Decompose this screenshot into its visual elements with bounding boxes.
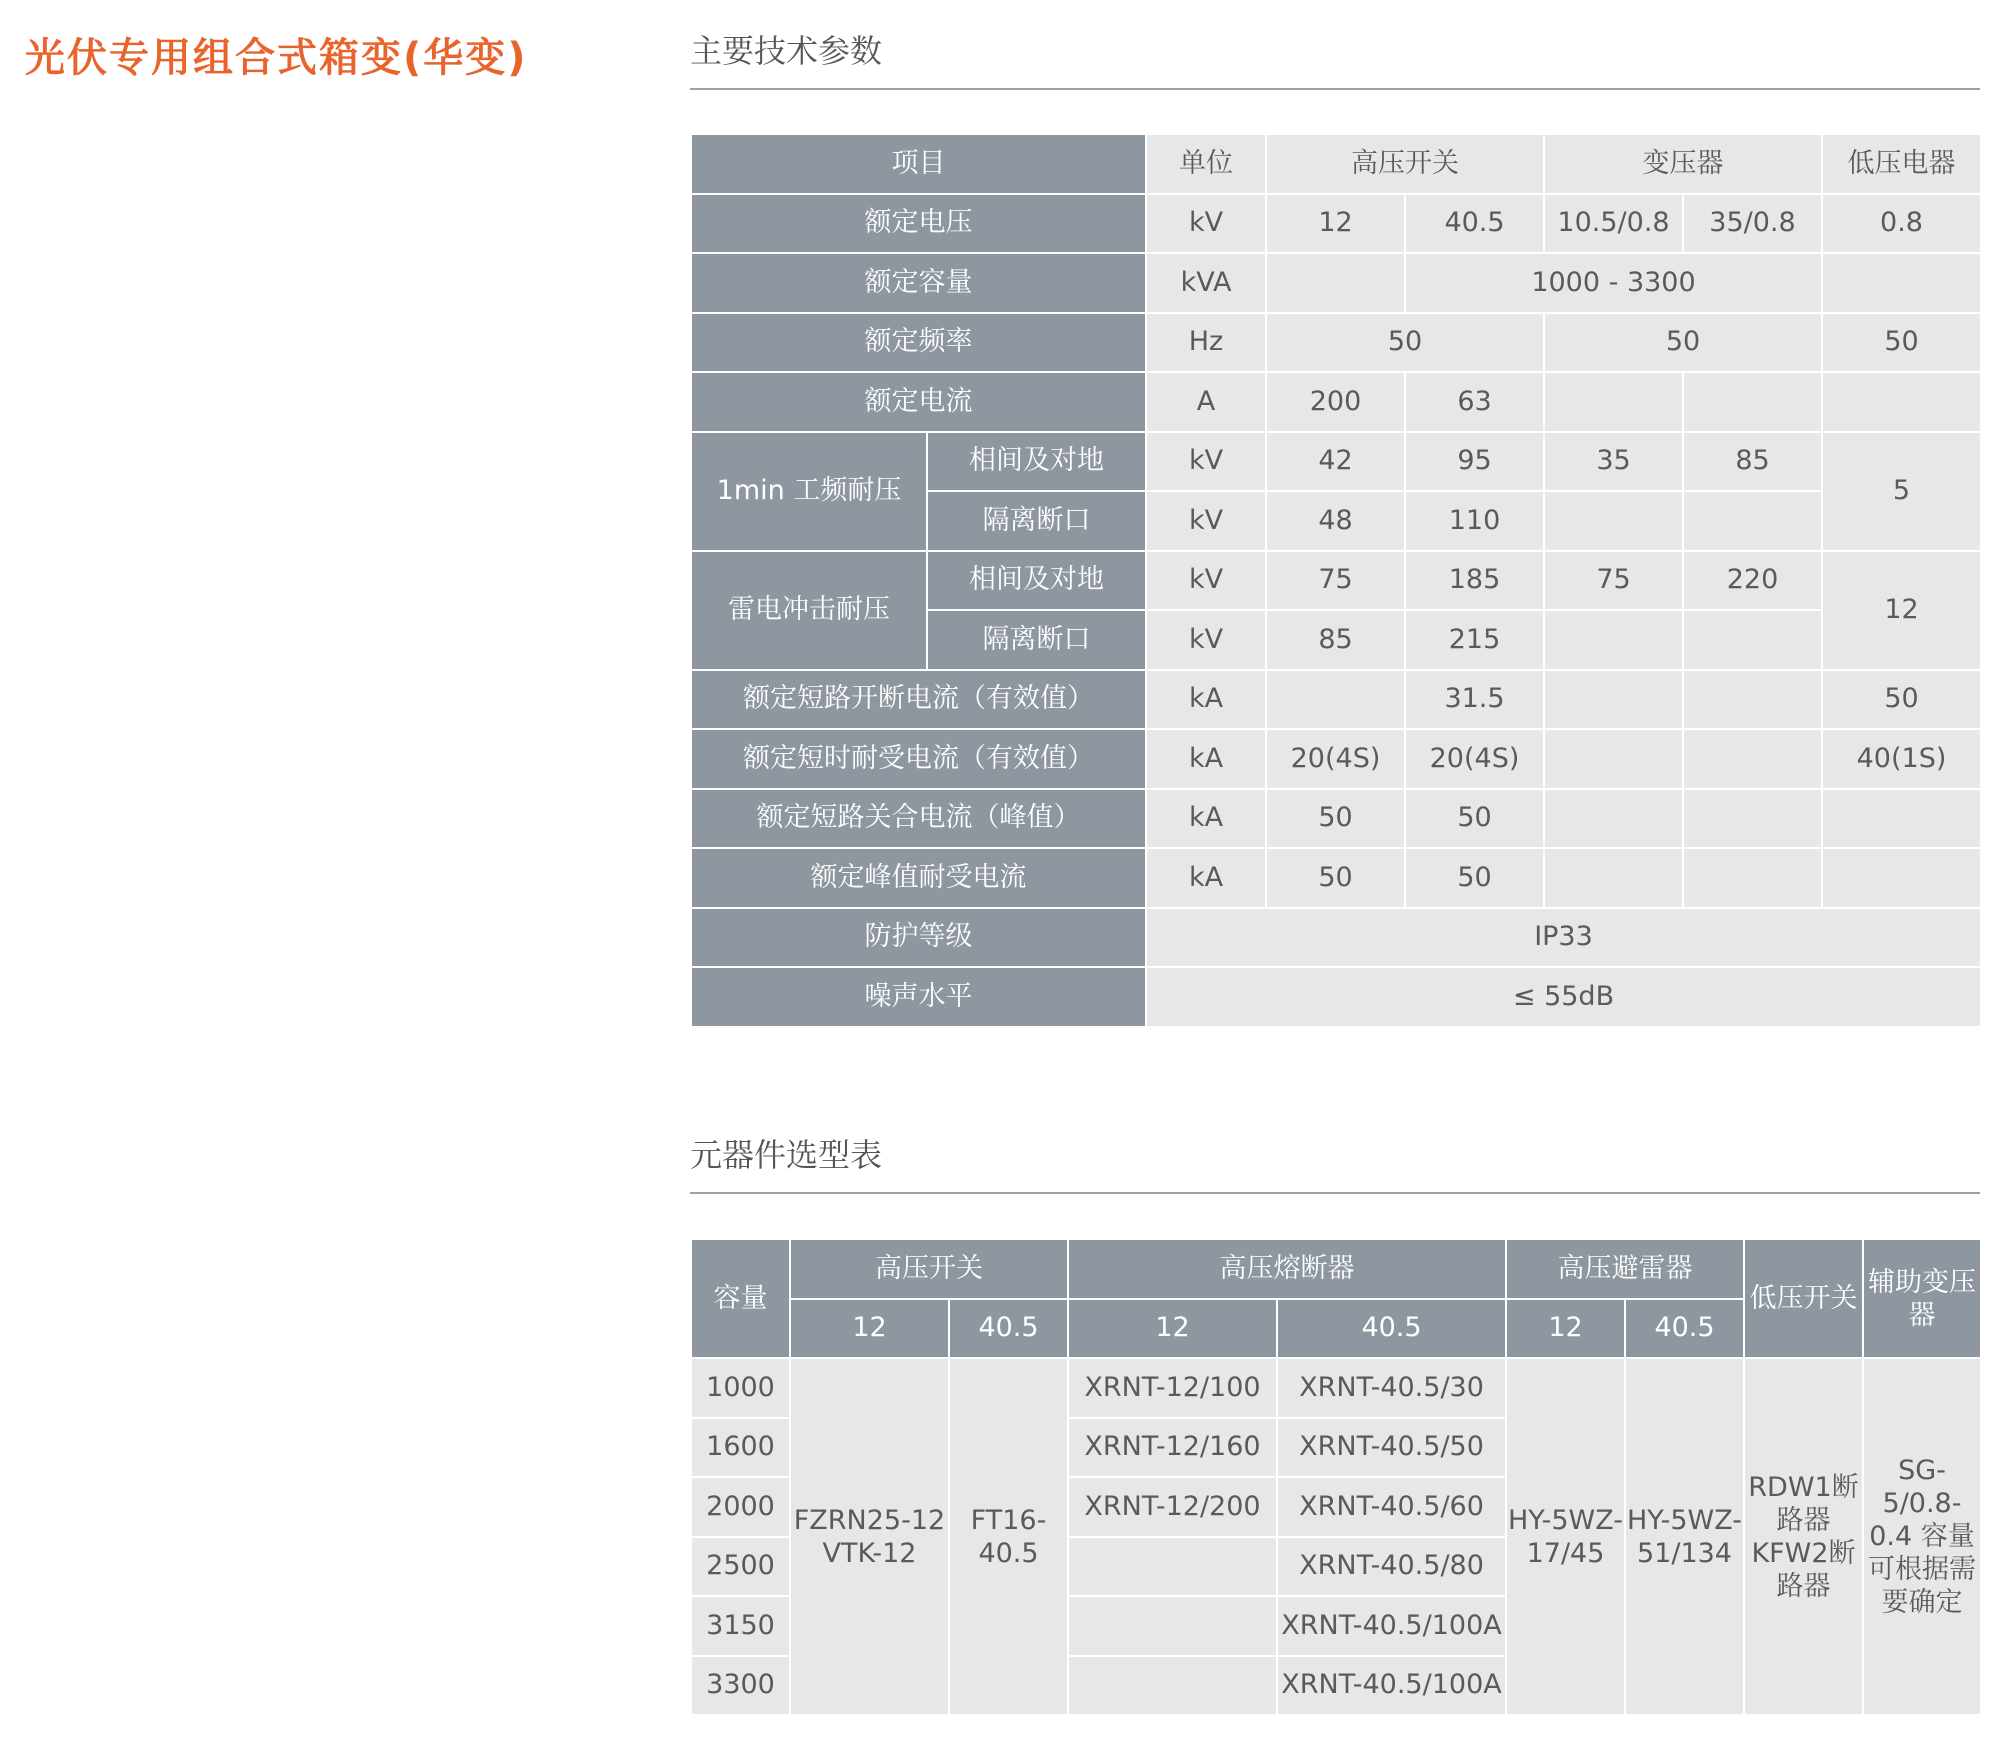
value-cell: 50 (1266, 848, 1405, 908)
fuse-12-cell (1068, 1537, 1277, 1597)
sub-row-label: 隔离断口 (927, 610, 1146, 670)
unit-cell: kV (1146, 194, 1266, 254)
table-row (691, 789, 1981, 849)
fuse-12-cell: XRNT-12/160 (1068, 1418, 1277, 1478)
section-divider (690, 1192, 1980, 1194)
value-cell: 20(4S) (1266, 729, 1405, 789)
table-row (691, 551, 1981, 611)
row-label: 额定短路开断电流（有效值） (691, 670, 1146, 730)
value-cell (1683, 610, 1822, 670)
fuse-40-cell: XRNT-40.5/60 (1277, 1477, 1506, 1537)
value-cell: 50 (1266, 789, 1405, 849)
value-cell: 12 (1266, 194, 1405, 254)
header-hv-switch: 高压开关 (1266, 134, 1544, 194)
value-cell: 40(1S) (1822, 729, 1981, 789)
fuse-12-cell: XRNT-12/100 (1068, 1358, 1277, 1418)
table-row (691, 372, 1981, 432)
value-cell (1544, 848, 1683, 908)
unit-cell: A (1146, 372, 1266, 432)
unit-cell: kV (1146, 610, 1266, 670)
value-cell: 50 (1822, 313, 1981, 373)
value-cell: 35/0.8 (1683, 194, 1822, 254)
value-cell (1822, 789, 1981, 849)
fuse-12-cell (1068, 1656, 1277, 1716)
value-cell (1544, 670, 1683, 730)
subheader-40-5: 40.5 (1277, 1299, 1506, 1359)
table-row (691, 432, 1981, 492)
table-row (691, 729, 1981, 789)
value-cell: 110 (1405, 491, 1544, 551)
value-cell: 5 (1822, 432, 1981, 551)
value-cell: 31.5 (1405, 670, 1544, 730)
row-label: 额定电流 (691, 372, 1146, 432)
table-row (691, 908, 1981, 968)
header-hv-switch: 高压开关 (790, 1239, 1068, 1299)
technical-parameters-table (690, 133, 1982, 1028)
table-row (691, 670, 1981, 730)
header-hv-fuse: 高压熔断器 (1068, 1239, 1506, 1299)
component-selection-table (690, 1238, 1982, 1716)
value-cell (1544, 491, 1683, 551)
arrester-12-cell: HY-5WZ-17/45 (1506, 1358, 1625, 1715)
value-cell (1544, 372, 1683, 432)
table-row (691, 848, 1981, 908)
value-cell (1683, 372, 1822, 432)
table-row (691, 1358, 1981, 1418)
value-cell: 185 (1405, 551, 1544, 611)
value-cell: 95 (1405, 432, 1544, 492)
sub-row-label: 相间及对地 (927, 551, 1146, 611)
value-cell (1683, 670, 1822, 730)
value-cell (1266, 253, 1405, 313)
section-title-technical-parameters: 主要技术参数 (690, 32, 883, 70)
unit-cell: kV (1146, 551, 1266, 611)
row-label: 额定峰值耐受电流 (691, 848, 1146, 908)
value-cell: IP33 (1146, 908, 1981, 968)
value-cell: 220 (1683, 551, 1822, 611)
value-cell: 50 (1405, 848, 1544, 908)
value-cell (1683, 848, 1822, 908)
hv-switch-40-cell: FT16-40.5 (949, 1358, 1068, 1715)
sub-row-label: 相间及对地 (927, 432, 1146, 492)
capacity-cell: 1600 (691, 1418, 790, 1478)
header-unit: 单位 (1146, 134, 1266, 194)
aux-transformer-cell: SG-5/0.8-0.4 容量可根据需要确定 (1863, 1358, 1981, 1715)
unit-cell: kV (1146, 491, 1266, 551)
value-cell: 10.5/0.8 (1544, 194, 1683, 254)
value-cell: 50 (1544, 313, 1822, 373)
table-row (691, 967, 1981, 1027)
hv-switch-12-cell: FZRN25-12 VTK-12 (790, 1358, 949, 1715)
unit-cell: Hz (1146, 313, 1266, 373)
table-row (691, 313, 1981, 373)
subheader-12: 12 (790, 1299, 949, 1359)
subheader-40-5: 40.5 (1625, 1299, 1744, 1359)
value-cell (1266, 670, 1405, 730)
capacity-cell: 2500 (691, 1537, 790, 1597)
row-label: 额定短路关合电流（峰值） (691, 789, 1146, 849)
capacity-cell: 2000 (691, 1477, 790, 1537)
value-cell (1822, 372, 1981, 432)
unit-cell: kA (1146, 848, 1266, 908)
header-transformer: 变压器 (1544, 134, 1822, 194)
fuse-40-cell: XRNT-40.5/80 (1277, 1537, 1506, 1597)
fuse-40-cell: XRNT-40.5/100A (1277, 1656, 1506, 1716)
section-divider (690, 88, 1980, 90)
value-cell: 12 (1822, 551, 1981, 670)
value-cell: 50 (1266, 313, 1544, 373)
value-cell (1544, 610, 1683, 670)
header-hv-arrester: 高压避雷器 (1506, 1239, 1744, 1299)
lv-switch-cell: RDW1断路器 KFW2断路器 (1744, 1358, 1863, 1715)
page-title: 光伏专用组合式箱变(华变) (25, 35, 528, 81)
value-cell: 42 (1266, 432, 1405, 492)
header-item: 项目 (691, 134, 1146, 194)
header-capacity: 容量 (691, 1239, 790, 1358)
row-label: 额定电压 (691, 194, 1146, 254)
sub-row-label: 隔离断口 (927, 491, 1146, 551)
row-label: 1min 工频耐压 (691, 432, 927, 551)
value-cell: 85 (1683, 432, 1822, 492)
row-label: 额定容量 (691, 253, 1146, 313)
row-label: 噪声水平 (691, 967, 1146, 1027)
row-label: 额定短时耐受电流（有效值） (691, 729, 1146, 789)
table-row (691, 253, 1981, 313)
value-cell: 85 (1266, 610, 1405, 670)
table-header-row (691, 134, 1981, 194)
value-cell: 75 (1266, 551, 1405, 611)
value-cell: 48 (1266, 491, 1405, 551)
unit-cell: kA (1146, 729, 1266, 789)
fuse-40-cell: XRNT-40.5/30 (1277, 1358, 1506, 1418)
unit-cell: kA (1146, 670, 1266, 730)
value-cell (1683, 789, 1822, 849)
arrester-40-cell: HY-5WZ-51/134 (1625, 1358, 1744, 1715)
value-cell: 0.8 (1822, 194, 1981, 254)
fuse-12-cell (1068, 1596, 1277, 1656)
row-label: 防护等级 (691, 908, 1146, 968)
fuse-12-cell: XRNT-12/200 (1068, 1477, 1277, 1537)
value-cell: 40.5 (1405, 194, 1544, 254)
capacity-cell: 3300 (691, 1656, 790, 1716)
value-cell (1822, 253, 1981, 313)
header-lv-apparatus: 低压电器 (1822, 134, 1981, 194)
subheader-40-5: 40.5 (949, 1299, 1068, 1359)
row-label: 额定频率 (691, 313, 1146, 373)
value-cell: 1000 - 3300 (1405, 253, 1822, 313)
row-label: 雷电冲击耐压 (691, 551, 927, 670)
fuse-40-cell: XRNT-40.5/100A (1277, 1596, 1506, 1656)
value-cell: 50 (1822, 670, 1981, 730)
value-cell: 200 (1266, 372, 1405, 432)
subheader-12: 12 (1068, 1299, 1277, 1359)
value-cell: 63 (1405, 372, 1544, 432)
header-lv-switch: 低压开关 (1744, 1239, 1863, 1358)
fuse-40-cell: XRNT-40.5/50 (1277, 1418, 1506, 1478)
value-cell: 20(4S) (1405, 729, 1544, 789)
value-cell: 75 (1544, 551, 1683, 611)
value-cell: 215 (1405, 610, 1544, 670)
value-cell: 35 (1544, 432, 1683, 492)
unit-cell: kVA (1146, 253, 1266, 313)
capacity-cell: 1000 (691, 1358, 790, 1418)
header-aux-transformer: 辅助变压器 (1863, 1239, 1981, 1358)
value-cell (1683, 491, 1822, 551)
unit-cell: kV (1146, 432, 1266, 492)
table-header-row (691, 1239, 1981, 1299)
section-title-component-selection: 元器件选型表 (690, 1136, 883, 1174)
table-row (691, 194, 1981, 254)
subheader-12: 12 (1506, 1299, 1625, 1359)
value-cell (1544, 729, 1683, 789)
capacity-cell: 3150 (691, 1596, 790, 1656)
value-cell: ≤ 55dB (1146, 967, 1981, 1027)
value-cell (1683, 729, 1822, 789)
value-cell: 50 (1405, 789, 1544, 849)
unit-cell: kA (1146, 789, 1266, 849)
value-cell (1544, 789, 1683, 849)
value-cell (1822, 848, 1981, 908)
